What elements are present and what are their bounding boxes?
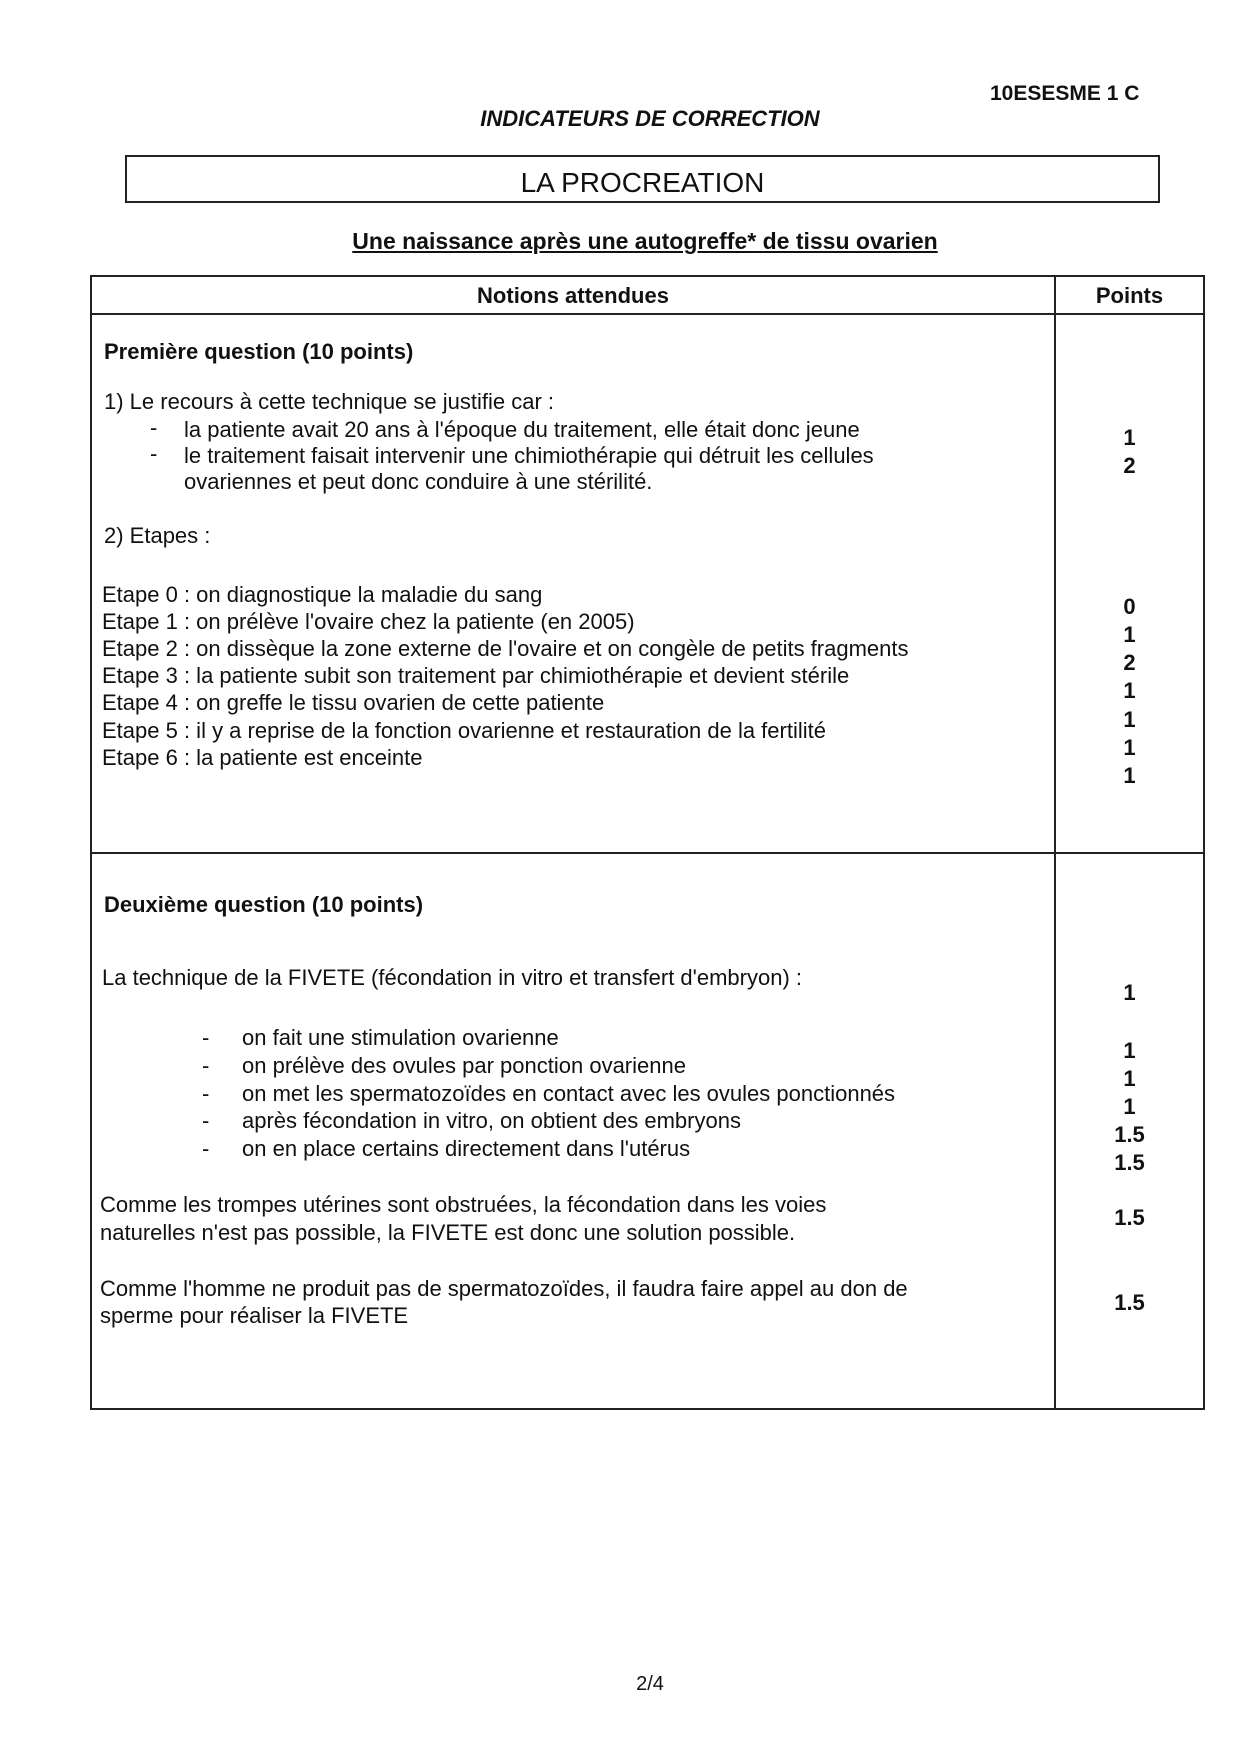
q1-etape-3-points: 1: [1123, 678, 1136, 703]
q2-bullet-3: après fécondation in vitro, on obtient des embryons: [242, 1108, 741, 1133]
column-header-notions: Notions attendues: [477, 283, 669, 308]
bullet-dash: -: [150, 415, 158, 440]
q1-etape-6: Etape 6 : la patiente est enceinte: [102, 745, 423, 770]
bullet-dash: -: [202, 1136, 210, 1161]
header-row-divider: [92, 313, 1203, 315]
q2-bullet-2-points: 1: [1123, 1094, 1136, 1119]
q2-para2-line1: Comme l'homme ne produit pas de spermatozoïdes, il faudra faire appel au don de: [100, 1276, 908, 1301]
q2-intro-points: 1: [1123, 980, 1136, 1005]
q2-bullet-0-points: 1: [1123, 1038, 1136, 1063]
q1-etape-0: Etape 0 : on diagnostique la maladie du sang: [102, 582, 543, 607]
q2-bullet-4-points: 1.5: [1114, 1150, 1145, 1175]
q2-bullet-2: on met les spermatozoïdes en contact avec les ovules ponctionnés: [242, 1081, 896, 1106]
q2-bullet-1-points: 1: [1123, 1066, 1136, 1091]
q1-bullet-1-points: 2: [1123, 453, 1136, 478]
q1-title: Première question (10 points): [104, 339, 414, 364]
page-title: LA PROCREATION: [520, 167, 765, 198]
q1-bullet-0: la patiente avait 20 ans à l'époque du traitement, elle était donc jeune: [184, 417, 860, 442]
q1-etape-0-points: 0: [1123, 594, 1136, 619]
q2-bullet-4: on en place certains directement dans l'utérus: [242, 1136, 691, 1161]
q1-etape-4: Etape 4 : on greffe le tissu ovarien de cette patiente: [102, 690, 605, 715]
q1-etape-6-points: 1: [1123, 763, 1136, 788]
q1-bullet-2: ovariennes et peut donc conduire à une stérilité.: [184, 469, 653, 494]
bullet-dash: -: [202, 1081, 210, 1106]
correction-table: [90, 275, 1205, 1410]
bullet-dash: -: [150, 441, 158, 466]
q1-etapes-label: 2) Etapes :: [104, 523, 211, 548]
document-code: 10ESESME 1 C: [990, 82, 1140, 105]
bullet-dash: -: [202, 1025, 210, 1050]
q1-etape-1-points: 1: [1123, 622, 1136, 647]
q1-bullet-0-points: 1: [1123, 425, 1136, 450]
q2-intro: La technique de la FIVETE (fécondation in vitro et transfert d'embryon) :: [102, 965, 803, 990]
q1-intro: 1) Le recours à cette technique se justifie car :: [104, 389, 555, 414]
title-box: [125, 155, 1160, 203]
bullet-dash: -: [202, 1053, 210, 1078]
q1-etape-3: Etape 3 : la patiente subit son traitement par chimiothérapie et devient stérile: [102, 663, 850, 688]
q2-bullet-1: on prélève des ovules par ponction ovarienne: [242, 1053, 686, 1078]
q1-etape-1: Etape 1 : on prélève l'ovaire chez la patiente (en 2005): [102, 609, 635, 634]
column-header-points: Points: [1095, 283, 1164, 308]
q1-etape-5: Etape 5 : il y a reprise de la fonction ovarienne et restauration de la fertilité: [102, 718, 826, 743]
q2-para1-line1: Comme les trompes utérines sont obstruées, la fécondation dans les voies: [100, 1192, 827, 1217]
q2-para1-line2: naturelles n'est pas possible, la FIVETE est donc une solution possible.: [100, 1220, 796, 1245]
page-header: INDICATEURS DE CORRECTION: [480, 106, 820, 131]
q2-para1-points: 1.5: [1114, 1205, 1145, 1230]
subtitle: Une naissance après une autogreffe* de tissu ovarien: [352, 228, 938, 254]
q2-bullet-3-points: 1.5: [1114, 1122, 1145, 1147]
q1-etape-5-points: 1: [1123, 735, 1136, 760]
page-number: 2/4: [636, 1673, 664, 1695]
q1-etape-2: Etape 2 : on dissèque la zone externe de l'ovaire et on congèle de petits fragments: [102, 636, 909, 661]
q2-para2-line2: sperme pour réaliser la FIVETE: [100, 1303, 409, 1328]
q2-title: Deuxième question (10 points): [104, 892, 424, 917]
q1-etape-4-points: 1: [1123, 707, 1136, 732]
bullet-dash: -: [202, 1108, 210, 1133]
section-divider: [92, 852, 1203, 854]
q2-para2-points: 1.5: [1114, 1290, 1145, 1315]
q2-bullet-0: on fait une stimulation ovarienne: [242, 1025, 559, 1050]
q1-bullet-1: le traitement faisait intervenir une chimiothérapie qui détruit les cellules: [184, 443, 874, 468]
q1-etape-2-points: 2: [1123, 650, 1136, 675]
